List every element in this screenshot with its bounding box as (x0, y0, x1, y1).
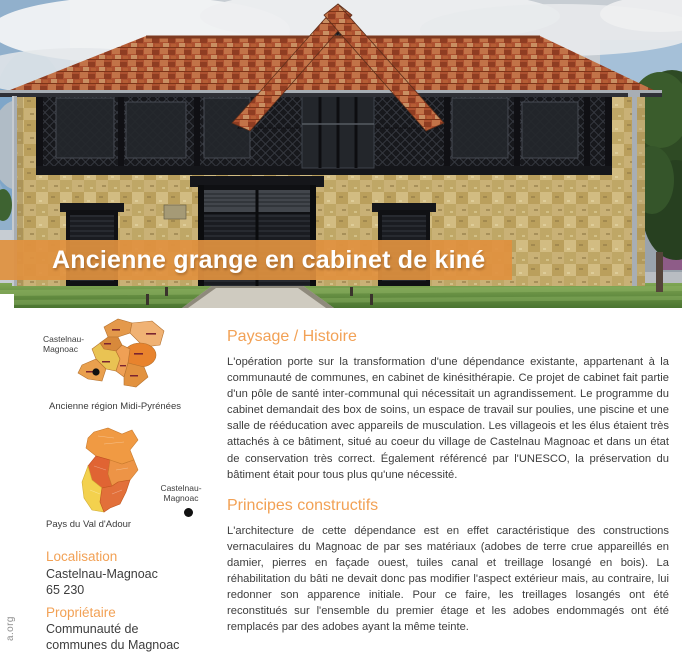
proprietaire-line1: Communauté de (46, 622, 139, 636)
section-heading-principes-constructifs: Principes constructifs (227, 496, 379, 514)
map1-marker-label: Castelnau- Magnoac (43, 334, 85, 354)
localisation-heading: Localisation (46, 549, 118, 564)
localisation-commune: Castelnau-Magnoac (46, 567, 158, 581)
title-banner (0, 240, 512, 280)
main-content (227, 327, 669, 648)
map-midi-pyrenees (74, 315, 169, 399)
section-body-paysage-histoire: L'opération porte sur la transformation d'une dépendance existante, appartenant à la communauté de communes, en cabinet de kinésithérapie. Ce projet de cabinet fait partie d'un pôle de santé inter-communal qui nécessitait un agrandissement. Le programme du cabinet demandait des box de soins, un espace de travail sur poulies, une piscine et une salle de rééducation avec appareils de musculation. Les villageois et les élus étaient très attachés à ce bâtiment, situé au coeur du village de Castelnau Magnoac et dans un état de conservation très correct. Également référencé par l'UNESCO, la préservation du bâtiment était pour tous plus qu'une nécessité. (227, 356, 669, 481)
map1-caption: Ancienne région Midi-Pyrénées (48, 401, 182, 412)
localisation-code-postal: 65 230 (46, 583, 85, 597)
map-pays-val-adour (74, 426, 152, 518)
page-title: Ancienne grange en cabinet de kiné (52, 245, 486, 274)
proprietaire-heading: Propriétaire (46, 605, 116, 620)
vertical-url-text: a.org (5, 616, 16, 641)
map2-marker-label: Castelnau- Magnoac (160, 483, 202, 503)
map2-location-dot (184, 508, 193, 517)
map2-caption: Pays du Val d'Adour (46, 519, 132, 530)
map1-location-dot (92, 368, 99, 375)
proprietaire-line2: communes du Magnoac (46, 638, 180, 652)
section-heading-paysage-histoire: Paysage / Histoire (227, 328, 357, 345)
section-body-principes-constructifs: L'architecture de cette dépendance est en effet caractéristique des constructions vernaculaires du Magnoac de par ses matériaux (adobes de terre crue appareillés en damier, pierres en façade ouest, tuiles canal et treillage losangé en bois). La réhabilitation du bâti ne devait donc pas modifier l'aspect extérieur mais, au contraire, lui redonner son apparence initiale. Pour ce faire, les treillages losangés ont été reconstitués sur l'ensemble du premier étage et les adobes endommagés ont été remplacés par des adobes ayant la même teinte. (227, 524, 669, 634)
